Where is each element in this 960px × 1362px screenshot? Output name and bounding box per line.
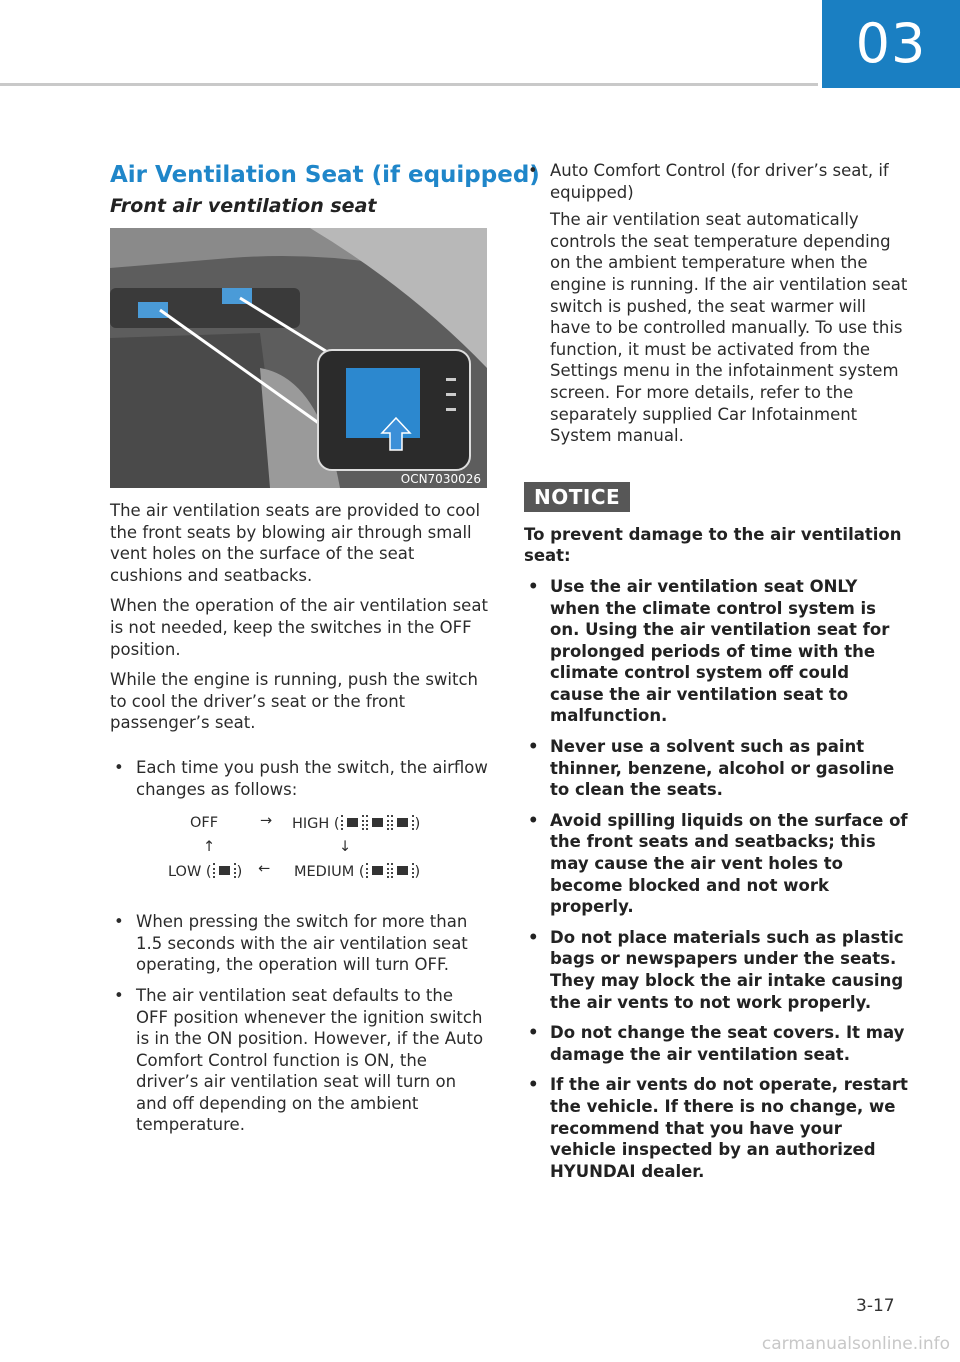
fan-icon [213,863,236,878]
watermark: carmanualsonline.info [761,1334,950,1354]
console-photo [110,228,487,488]
arrow-right-icon: → [260,813,273,830]
list-item: • If the air vents do not operate, restart the vehicle. If there is no change, we recommend that you have your vehicle inspected by an authorized HYUNDAI dealer. [524,1074,908,1182]
cycle-medium: MEDIUM ( ) [294,864,421,881]
header-rule [0,83,818,86]
list-item: • Auto Comfort Control (for driver’s seat, if equipped) [524,160,908,203]
arrow-down-icon: ↓ [339,839,352,856]
list-item: • When pressing the switch for more than 1.5 seconds with the air ventilation seat operating, the operation will turn OFF. [110,911,490,976]
fan-icon [341,815,364,830]
operation-list-2 [110,911,490,1136]
auto-comfort-paragraph: The air ventilation seat automatically controls the seat temperature depending on the ambient temperature when the engine is running. If the air ventilation seat switch is pushed, the seat warmer will have to be controlled manually. To use this function, it must be activated from the Settings menu in the infotainment system screen. For more details, refer to the separately supplied Car Infotainment System manual. [550,210,908,446]
notice-block [524,524,908,1183]
list-item: • Use the air ventilation seat ONLY when the climate control system is on. Using the air ventilation seat for prolonged periods of time with the climate control system off could cause the air ventilation seat to malfunction. [524,576,908,727]
fan-icon [366,863,389,878]
operation-list [110,757,490,800]
fan-icon [391,815,414,830]
arrow-left-icon: ← [258,861,271,878]
list-item: • Avoid spilling liquids on the surface of the front seats and seatbacks; this may cause the air vent holes to become blocked and not work properly. [524,810,908,918]
figure-caption: OCN7030026 [400,472,481,486]
paragraph-3: While the engine is running, push the switch to cool the driver’s seat or the front passenger’s seat. [110,670,478,733]
paragraph-1: The air ventilation seats are provided to cool the front seats by blowing air through small vent holes on the surface of the seat cushions and seatbacks. [110,501,481,585]
cycle-low: LOW ( ) [168,864,243,881]
cycle-off: OFF [190,815,219,832]
list-item: • Do not place materials such as plastic bags or newspapers under the seats. They may block the air intake causing the air vents to not work properly. [524,927,908,1013]
cycle-high: HIGH ( ) [292,816,421,833]
auto-comfort-list [524,160,908,203]
section-title: Air Ventilation Seat (if equipped) [110,162,540,188]
cycle-high-label: HIGH [292,816,330,833]
subsection-title: Front air ventilation seat [110,195,377,217]
left-column [110,158,540,1145]
notice-list [524,576,908,1182]
cycle-low-label: LOW [168,864,202,881]
console-illustration [110,228,487,488]
notice-badge: NOTICE [524,482,630,512]
paragraph-2: When the operation of the air ventilation seat is not needed, keep the switches in the OFF position. [110,596,488,659]
notice-intro: To prevent damage to the air ventilation seat: [524,524,902,566]
airflow-cycle-diagram [110,809,490,907]
cycle-medium-label: MEDIUM [294,864,355,881]
right-column [524,160,908,1191]
fan-icon [391,863,414,878]
page-number: 3-17 [856,1296,895,1316]
list-item: • Never use a solvent such as paint thinner, benzene, alcohol or gasoline to clean the seats. [524,736,908,801]
list-item: • Do not change the seat covers. It may damage the air ventilation seat. [524,1022,908,1065]
arrow-up-icon: ↑ [203,839,216,856]
list-item: • Each time you push the switch, the airflow changes as follows: [110,757,490,800]
list-item: • The air ventilation seat defaults to the OFF position whenever the ignition switch is in the ON position. However, if the Auto Comfort Control function is ON, the driver’s air ventilation seat will turn on and off depending on the ambient temperature. [110,985,490,1136]
fan-icon [366,815,389,830]
chapter-number: 03 [822,0,960,88]
